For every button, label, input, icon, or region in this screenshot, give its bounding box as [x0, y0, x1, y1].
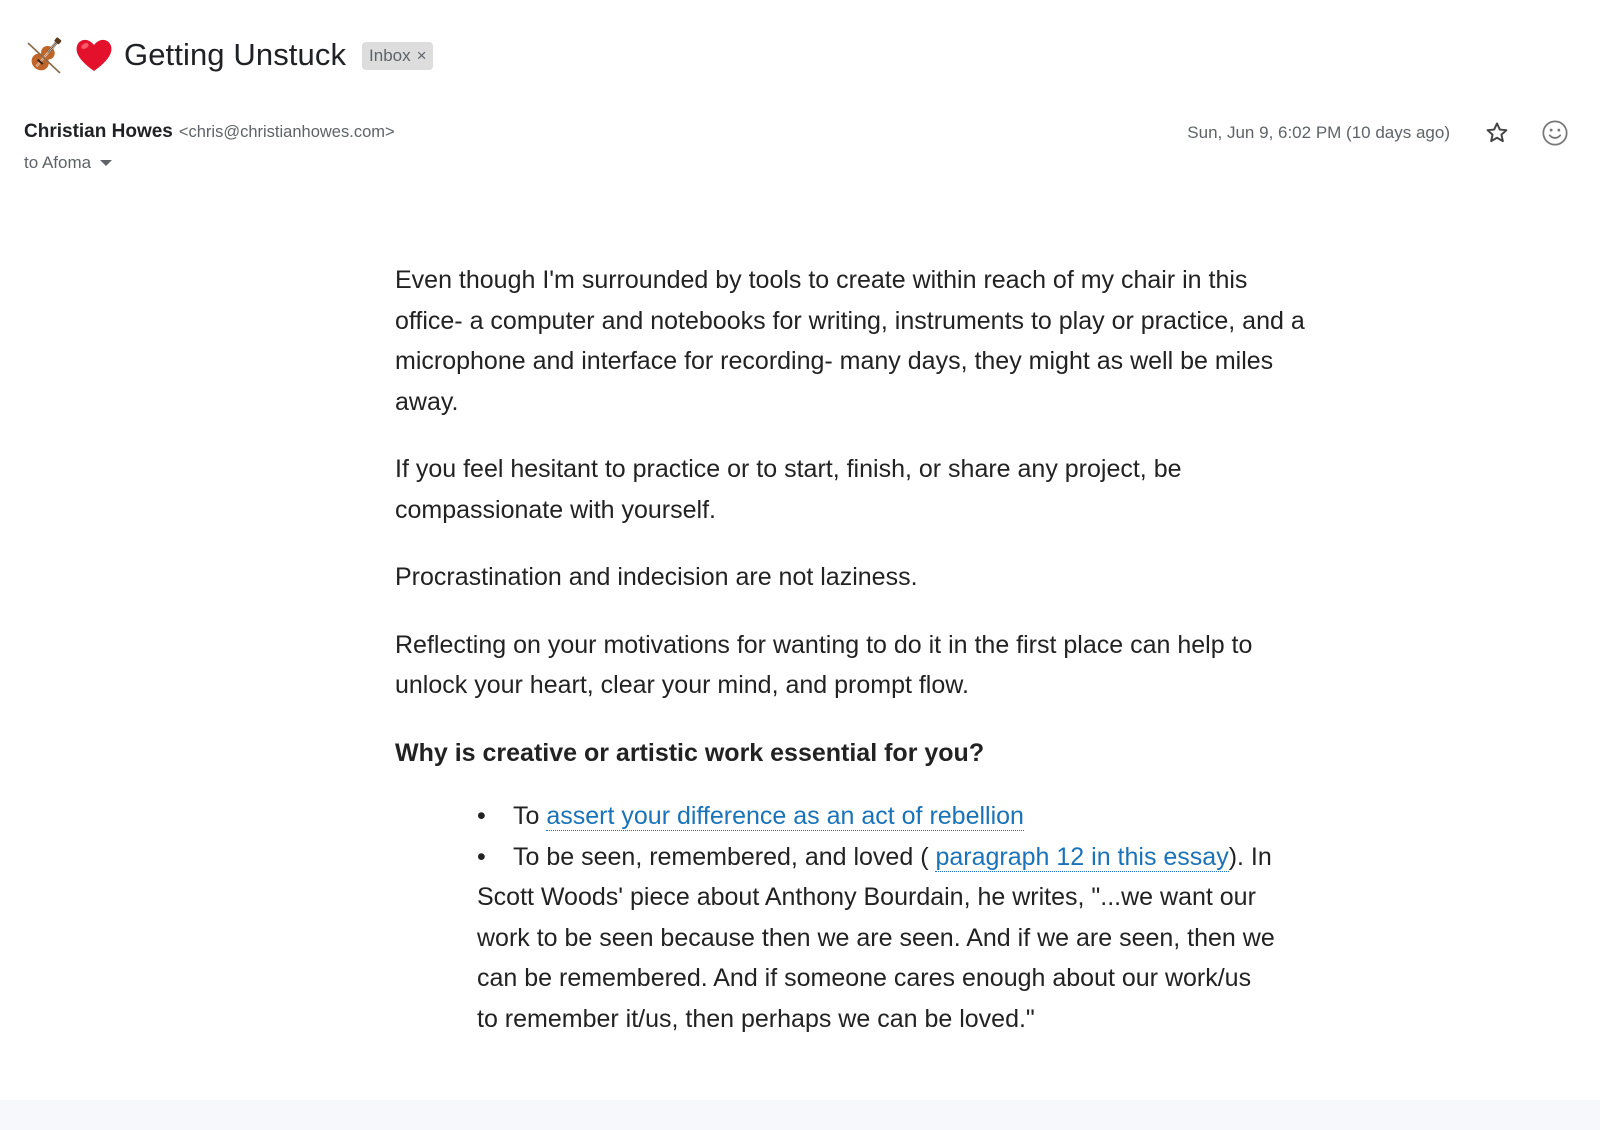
- recipient-text: to Afoma: [24, 153, 92, 172]
- inbox-label-chip[interactable]: [362, 42, 433, 70]
- add-reaction-icon[interactable]: [1540, 118, 1570, 148]
- subject-row: [24, 30, 433, 80]
- message-body: [395, 260, 1315, 1039]
- list-item: [477, 796, 1277, 837]
- bullet-list: [477, 796, 1277, 1039]
- body-paragraph: Even though I'm surrounded by tools to create within reach of my chair in this office- a computer and notebooks for writing, instruments to play or practice, and a microphone and interface for recording- many days, they might as well be miles away.: [395, 266, 1305, 416]
- list-item-suffix: ). In Scott Woods' piece about Anthony Bourdain, he writes, "...we want our work to be seen because then we are seen. And if we are seen, then we can be remembered. And if someone cares enough about our work/us to remember it/us, then perhaps we can be loved.": [477, 842, 1275, 1033]
- remove-label-icon[interactable]: ×: [416, 46, 427, 65]
- red-heart-emoji-icon: [74, 35, 114, 75]
- bullet-marker: •: [477, 842, 486, 871]
- body-paragraph: If you feel hesitant to practice or to start, finish, or share any project, be compassionate with yourself.: [395, 455, 1182, 524]
- violin-emoji-icon: [24, 33, 68, 77]
- rebellion-link[interactable]: assert your difference as an act of rebellion: [546, 802, 1024, 830]
- list-item-prefix: To be seen, remembered, and loved (: [513, 842, 936, 871]
- star-icon[interactable]: [1482, 118, 1512, 148]
- sender-email: <chris@christianhowes.com>: [178, 123, 395, 141]
- list-item: [477, 837, 1277, 1040]
- sender-row: [24, 121, 395, 143]
- list-item-prefix: To: [513, 802, 547, 830]
- recipient-row: [24, 153, 112, 173]
- email-subject: Getting Unstuck: [124, 37, 347, 72]
- bullet-marker: •: [477, 802, 486, 830]
- bottom-edge: [0, 1100, 1600, 1130]
- inbox-label-text: Inbox: [369, 46, 411, 65]
- sender-name[interactable]: Christian Howes: [24, 121, 173, 142]
- body-paragraph: Procrastination and indecision are not laziness.: [395, 563, 918, 591]
- body-heading: Why is creative or artistic work essential for you?: [395, 738, 985, 767]
- body-paragraph: Reflecting on your motivations for wanting to do it in the first place can help to unlock your heart, clear your mind, and prompt flow.: [395, 630, 1253, 699]
- message-date: Sun, Jun 9, 6:02 PM (10 days ago): [1187, 123, 1450, 142]
- show-details-dropdown-icon[interactable]: [100, 160, 112, 166]
- essay-link[interactable]: paragraph 12 in this essay: [935, 842, 1229, 871]
- message-meta: [1187, 118, 1570, 148]
